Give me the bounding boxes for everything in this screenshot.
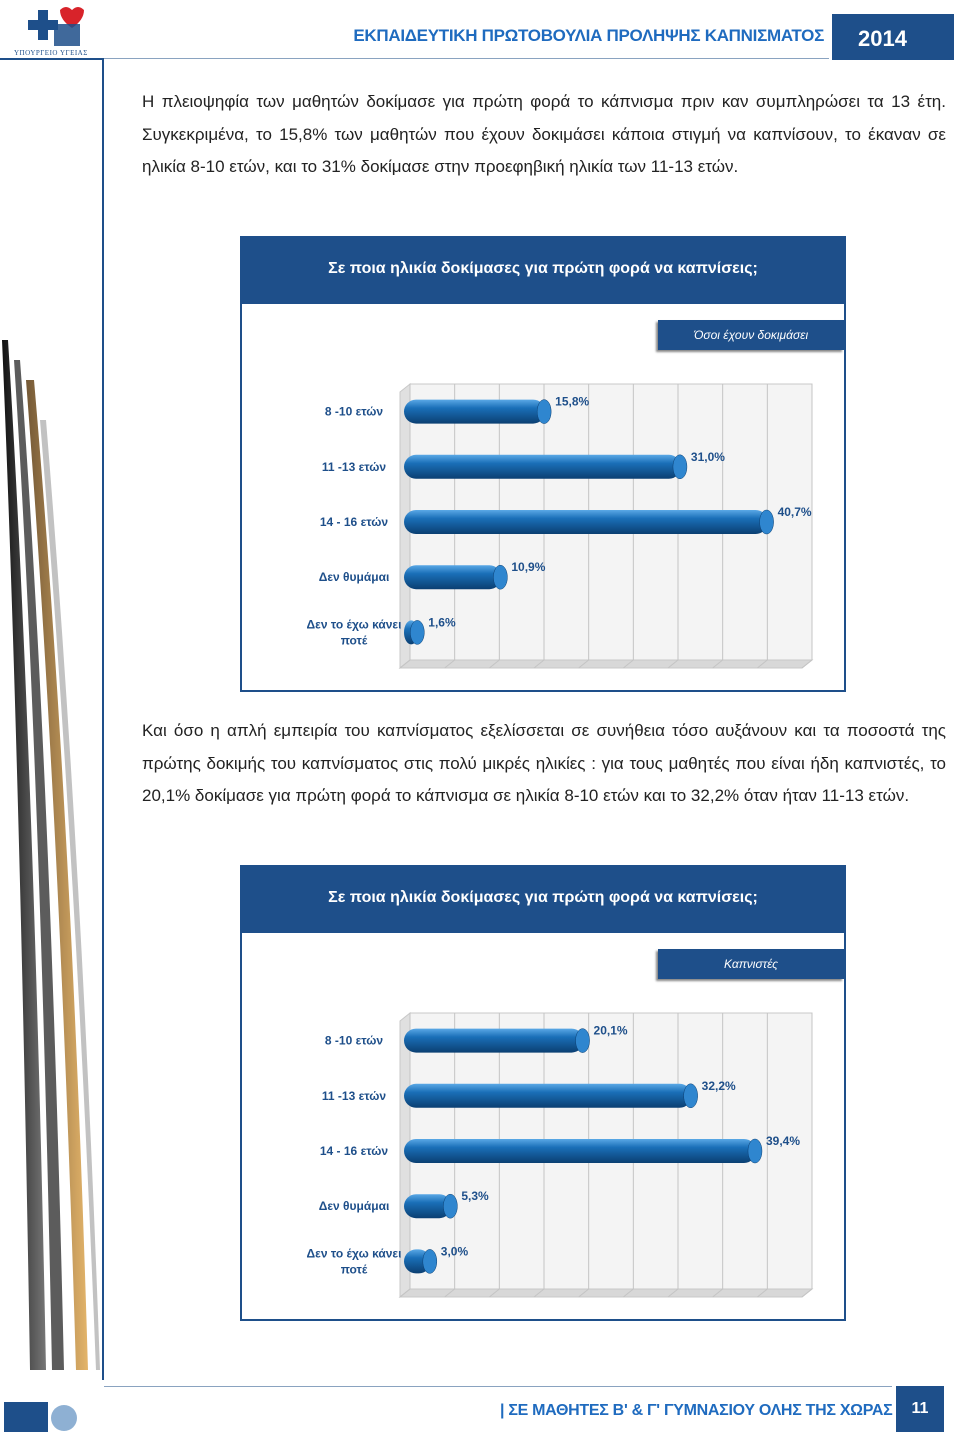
data-label: 1,6%: [428, 615, 456, 630]
data-label: 3,0%: [440, 1244, 469, 1259]
bar-cap: [493, 565, 507, 589]
footer-text: | ΣΕ ΜΑΘΗΤΕΣ Β' & Γ' ΓΥΜΝΑΣΙΟΥ ΟΛΗΣ ΤΗΣ ΧΩΡΑΣ: [500, 1402, 893, 1419]
header-divider: [104, 58, 829, 59]
chart-plot: [242, 238, 844, 690]
bar-cap: [673, 455, 687, 479]
data-label: 31,0%: [690, 449, 725, 464]
header-title: ΕΚΠΑΙΔΕΥΤΙΚΗ ΠΡΩΤΟΒΟΥΛΙΑ ΠΡΟΛΗΨΗΣ ΚΑΠΝΙΣΜΑΤΟΣ: [353, 26, 824, 45]
bar: [404, 510, 768, 534]
data-label: 40,7%: [777, 505, 812, 519]
footer-logos: [2, 1390, 162, 1435]
bar-cap: [576, 1029, 590, 1053]
category-label: Δεν θυμάμαι: [318, 570, 390, 585]
data-label: 20,1%: [593, 1023, 628, 1038]
category-label: Δεν θυμάμαι: [318, 1199, 390, 1214]
data-label: 15,8%: [555, 394, 590, 409]
chart-legend: Όσοι έχουν δοκιμάσει: [658, 320, 844, 350]
bar-cap: [410, 620, 424, 644]
category-label: ποτέ: [340, 1262, 368, 1277]
category-label: 8 -10 ετών: [324, 1033, 384, 1048]
bar-cap: [443, 1194, 457, 1218]
bar-cap: [760, 510, 774, 534]
chart-title: Σε ποια ηλικία δοκίμασες για πρώτη φορά να καπνίσεις;: [242, 867, 844, 933]
bar: [404, 1029, 584, 1053]
category-label: 14 - 16 ετών: [319, 1144, 389, 1158]
data-label: 39,4%: [765, 1134, 801, 1148]
bar-cap: [684, 1084, 698, 1108]
ministry-label: ΥΠΟΥΡΓΕΙΟ ΥΓΕΙΑΣ: [14, 49, 88, 57]
data-label: 5,3%: [461, 1189, 489, 1204]
bar: [404, 565, 501, 589]
chart-plot: [242, 867, 844, 1319]
header-year: 2014: [832, 14, 954, 60]
bar: [404, 1139, 756, 1163]
smokers-paragraph: Και όσο η απλή εμπειρία του καπνίσματος εξελίσσεται σε συνήθεια τόσο αυξάνουν και τα ποσοστά της πρώτης δοκιμής του καπνίσματος στις πολύ μικρές ηλικίες : για τους μαθητές που είναι ήδη καπνιστές, το 20,1% δοκίμασε για πρώτη φορά το κάπνισμα σε ηλικία 8-10 ετών και το 32,2% όταν ήταν 11-13 ετών.: [142, 721, 946, 805]
bar-cap: [748, 1139, 762, 1163]
category-label: 8 -10 ετών: [324, 404, 384, 419]
bar: [404, 1084, 692, 1108]
data-label: 32,2%: [701, 1078, 736, 1093]
page-number: 11: [896, 1386, 944, 1432]
category-label: 11 -13 ετών: [321, 459, 387, 474]
decorative-sidebar: [0, 58, 104, 1380]
category-label: 14 - 16 ετών: [319, 515, 389, 529]
chart-smokers: [240, 865, 846, 1321]
bar-cap: [537, 400, 551, 424]
footer-divider: [104, 1386, 892, 1387]
chart-title: Σε ποια ηλικία δοκίμασες για πρώτη φορά να καπνίσεις;: [242, 238, 844, 304]
category-label: Δεν το έχω κάνει: [306, 617, 402, 632]
sidebar-swoosh-graphic: [0, 60, 102, 1380]
chart-all-tried: [240, 236, 846, 692]
category-label: Δεν το έχω κάνει: [306, 1246, 402, 1261]
bar: [404, 400, 545, 424]
category-label: 11 -13 ετών: [321, 1088, 387, 1103]
bar: [404, 455, 681, 479]
chart-legend: Καπνιστές: [658, 949, 844, 979]
data-label: 10,9%: [511, 560, 546, 575]
intro-paragraph: Η πλειοψηφία των μαθητών δοκίμασε για πρώτη φορά το κάπνισμα πριν καν συμπληρώσει τα 13 έτη. Συγκεκριμένα, το 15,8% των μαθητών που έχουν δοκιμάσει κάποια στιγμή να καπνίσουν, το έκαναν σε ηλικία 8-10 ετών, και το 31% δοκίμασε στην προεφηβική ηλικία των 11-13 ετών.: [142, 92, 946, 176]
bar-cap: [423, 1249, 437, 1273]
category-label: ποτέ: [340, 633, 368, 648]
